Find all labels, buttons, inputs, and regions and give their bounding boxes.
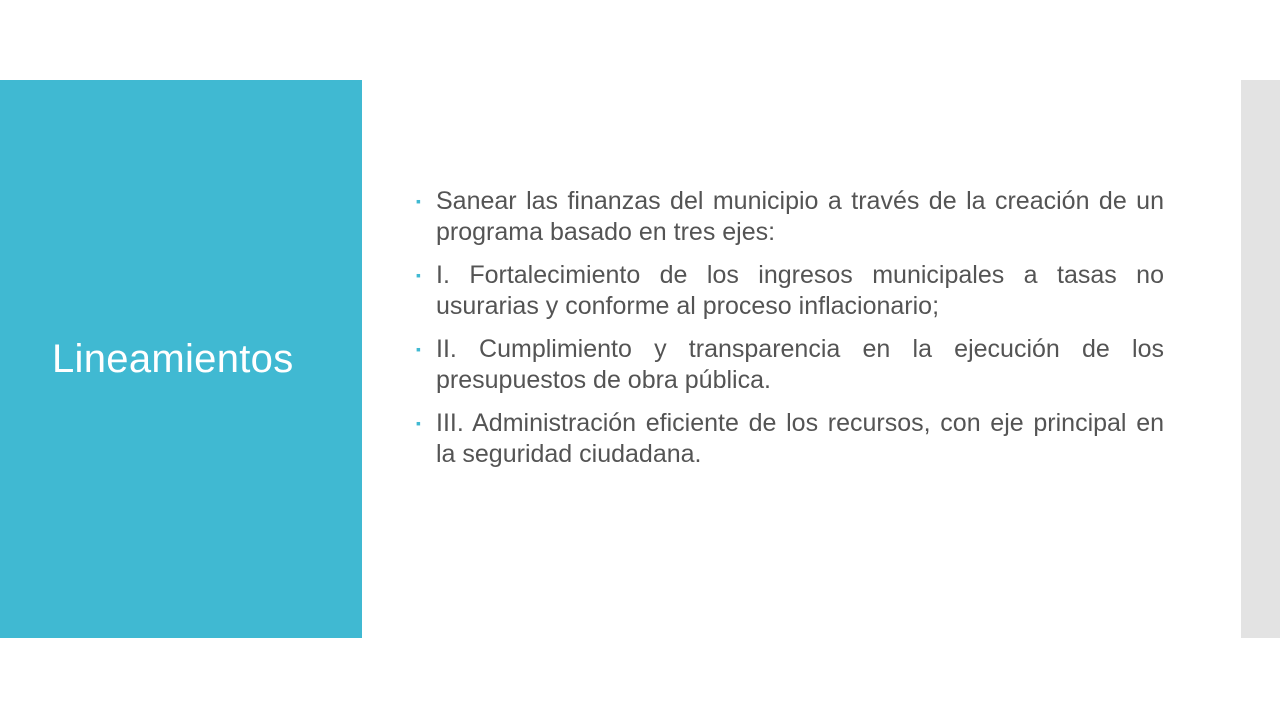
- bullet-text: I. Fortalecimiento de los ingresos municipales a tasas no usurarias y conforme al proceso inflacionario;: [436, 261, 1164, 320]
- square-bullet-icon: ▪: [416, 341, 421, 357]
- square-bullet-icon: ▪: [416, 267, 421, 283]
- title-panel: [0, 80, 362, 638]
- square-bullet-icon: ▪: [416, 415, 421, 431]
- bullet-item: [416, 334, 1164, 396]
- bullet-text: Sanear las finanzas del municipio a través de la creación de un programa basado en tres ejes:: [436, 187, 1164, 246]
- bullet-list: [416, 186, 1164, 470]
- bullet-item: [416, 186, 1164, 248]
- content-area: [416, 186, 1164, 482]
- bullet-text: III. Administración eficiente de los recursos, con eje principal en la seguridad ciudadana.: [436, 409, 1164, 468]
- bullet-item: [416, 408, 1164, 470]
- right-sidebar-bar: [1241, 80, 1280, 638]
- bullet-item: [416, 260, 1164, 322]
- slide-title: Lineamientos: [52, 336, 294, 381]
- bullet-text: II. Cumplimiento y transparencia en la ejecución de los presupuestos de obra pública.: [436, 335, 1164, 394]
- square-bullet-icon: ▪: [416, 193, 421, 209]
